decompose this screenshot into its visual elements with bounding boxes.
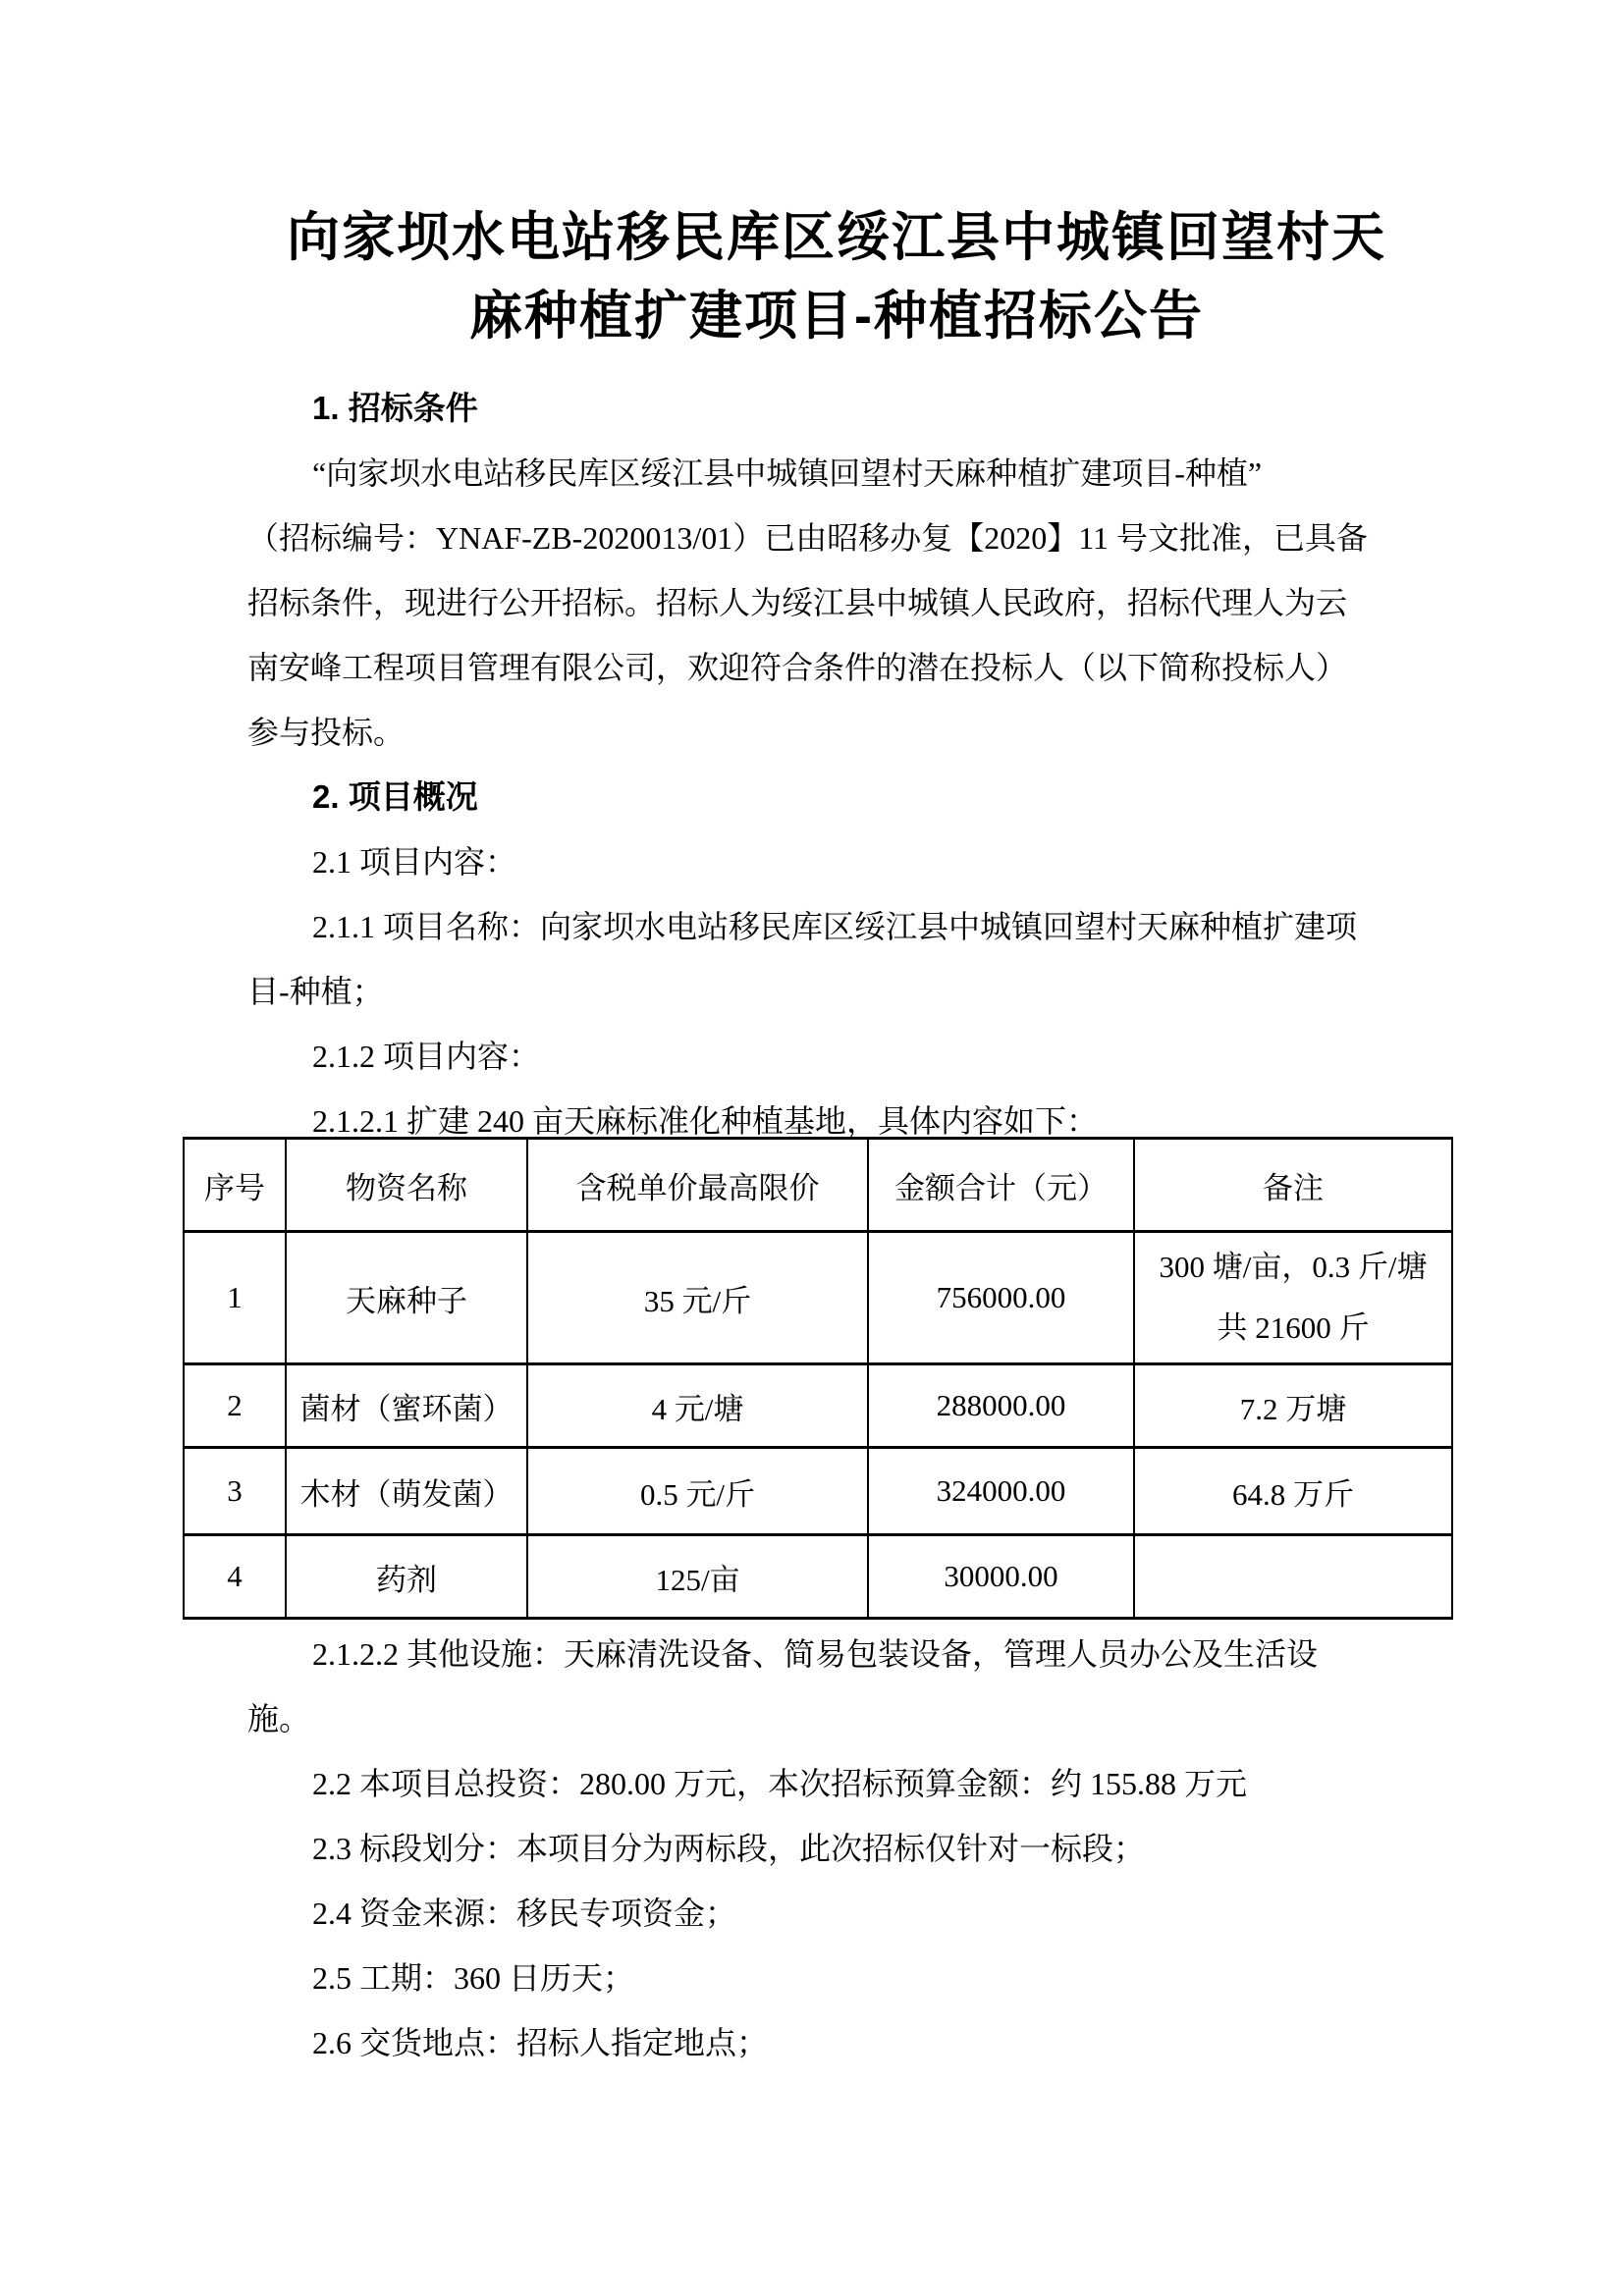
table-cell-amount: 288000.00: [868, 1364, 1134, 1448]
table-cell-amount: 756000.00: [868, 1232, 1134, 1364]
table-cell-name: 药剂: [286, 1535, 527, 1619]
clause-2-1-1-line1: 2.1.1 项目名称：向家坝水电站移民库区绥江县中城镇回望村天麻种植扩建项: [312, 909, 1358, 944]
table-cell-name: 菌材（蜜环菌）: [286, 1364, 527, 1448]
table-cell-remark: [1134, 1232, 1452, 1364]
document-content: [0, 198, 1624, 2075]
table-row: [184, 1364, 1452, 1448]
table-cell-no: 3: [184, 1448, 286, 1535]
table-row: [184, 1535, 1452, 1619]
table-cell-price: 125/亩: [527, 1535, 868, 1619]
clause-2-4: 2.4 资金来源：移民专项资金；: [312, 1896, 737, 1931]
paragraph-line: 参与投标。: [247, 715, 406, 750]
table-cell-remark: 7.2 万塘: [1134, 1364, 1452, 1448]
clause-2-1-2-2-line1: 2.1.2.2 其他设施：天麻清洗设备、简易包装设备，管理人员办公及生活设: [312, 1636, 1319, 1672]
paragraph-line: 南安峰工程项目管理有限公司，欢迎符合条件的潜在投标人（以下简称投标人）: [247, 650, 1348, 685]
table-cell-name: 木材（萌发菌）: [286, 1448, 527, 1535]
document-title-line1: 向家坝水电站移民库区绥江县中城镇回望村天: [287, 208, 1386, 267]
table-cell-price: 0.5 元/斤: [527, 1448, 868, 1535]
document-title: [247, 198, 1426, 355]
table-header-cell-amount: 金额合计（元）: [868, 1139, 1134, 1232]
table-cell-name: 天麻种子: [286, 1232, 527, 1364]
clause-2-1-2-2-line2: 施。: [247, 1701, 311, 1736]
paragraph-line: （招标编号：YNAF-ZB-2020013/01）已由昭移办复【2020】11 号文批准，已具备: [247, 520, 1369, 556]
table-row: [184, 1448, 1452, 1535]
table-row: [184, 1232, 1452, 1364]
table-cell-no: 2: [184, 1364, 286, 1448]
section-1-heading: 1. 招标条件: [312, 390, 478, 426]
clause-2-2: 2.2 本项目总投资：280.00 万元，本次招标预算金额：约 155.88 万元: [312, 1766, 1248, 1801]
table-header-cell-no: 序号: [184, 1139, 286, 1232]
table-cell-remark: [1134, 1535, 1452, 1619]
clause-2-6: 2.6 交货地点：招标人指定地点；: [312, 2025, 769, 2060]
remark-line: 300 塘/亩，0.3 斤/塘: [1159, 1250, 1428, 1284]
clause-2-1: 2.1 项目内容：: [312, 844, 517, 880]
clause-2-1-2: 2.1.2 项目内容：: [312, 1039, 541, 1074]
table-cell-amount: 30000.00: [868, 1535, 1134, 1619]
table-cell-no: 4: [184, 1535, 286, 1619]
table-header-cell-name: 物资名称: [286, 1139, 527, 1232]
clause-2-3: 2.3 标段划分：本项目分为两标段，此次招标仅针对一标段；: [312, 1831, 1146, 1866]
clause-2-1-2-1: 2.1.2.1 扩建 240 亩天麻标准化种植基地，具体内容如下：: [312, 1103, 1099, 1139]
clause-2-5: 2.5 工期：360 日历天；: [312, 1960, 635, 1996]
clause-2-1-1-line2: 目-种植；: [247, 974, 384, 1009]
table-header-cell-remark: 备注: [1134, 1139, 1452, 1232]
table-cell-remark: 64.8 万斤: [1134, 1448, 1452, 1535]
paragraph-line: 招标条件，现进行公开招标。招标人为绥江县中城镇人民政府，招标代理人为云: [247, 585, 1348, 620]
table-cell-no: 1: [184, 1232, 286, 1364]
paragraph-line: “向家坝水电站移民库区绥江县中城镇回望村天麻种植扩建项目-种植”: [312, 455, 1263, 491]
remark-line: 共 21600 斤: [1217, 1310, 1370, 1345]
document-title-line2: 麻种植扩建项目-种植招标公告: [469, 287, 1204, 346]
table-header-cell-price: 含税单价最高限价: [527, 1139, 868, 1232]
table-cell-price: 35 元/斤: [527, 1232, 868, 1364]
table-cell-price: 4 元/塘: [527, 1364, 868, 1448]
materials-table: [183, 1137, 1453, 1620]
table-cell-amount: 324000.00: [868, 1448, 1134, 1535]
section-2-heading: 2. 项目概况: [312, 778, 478, 815]
